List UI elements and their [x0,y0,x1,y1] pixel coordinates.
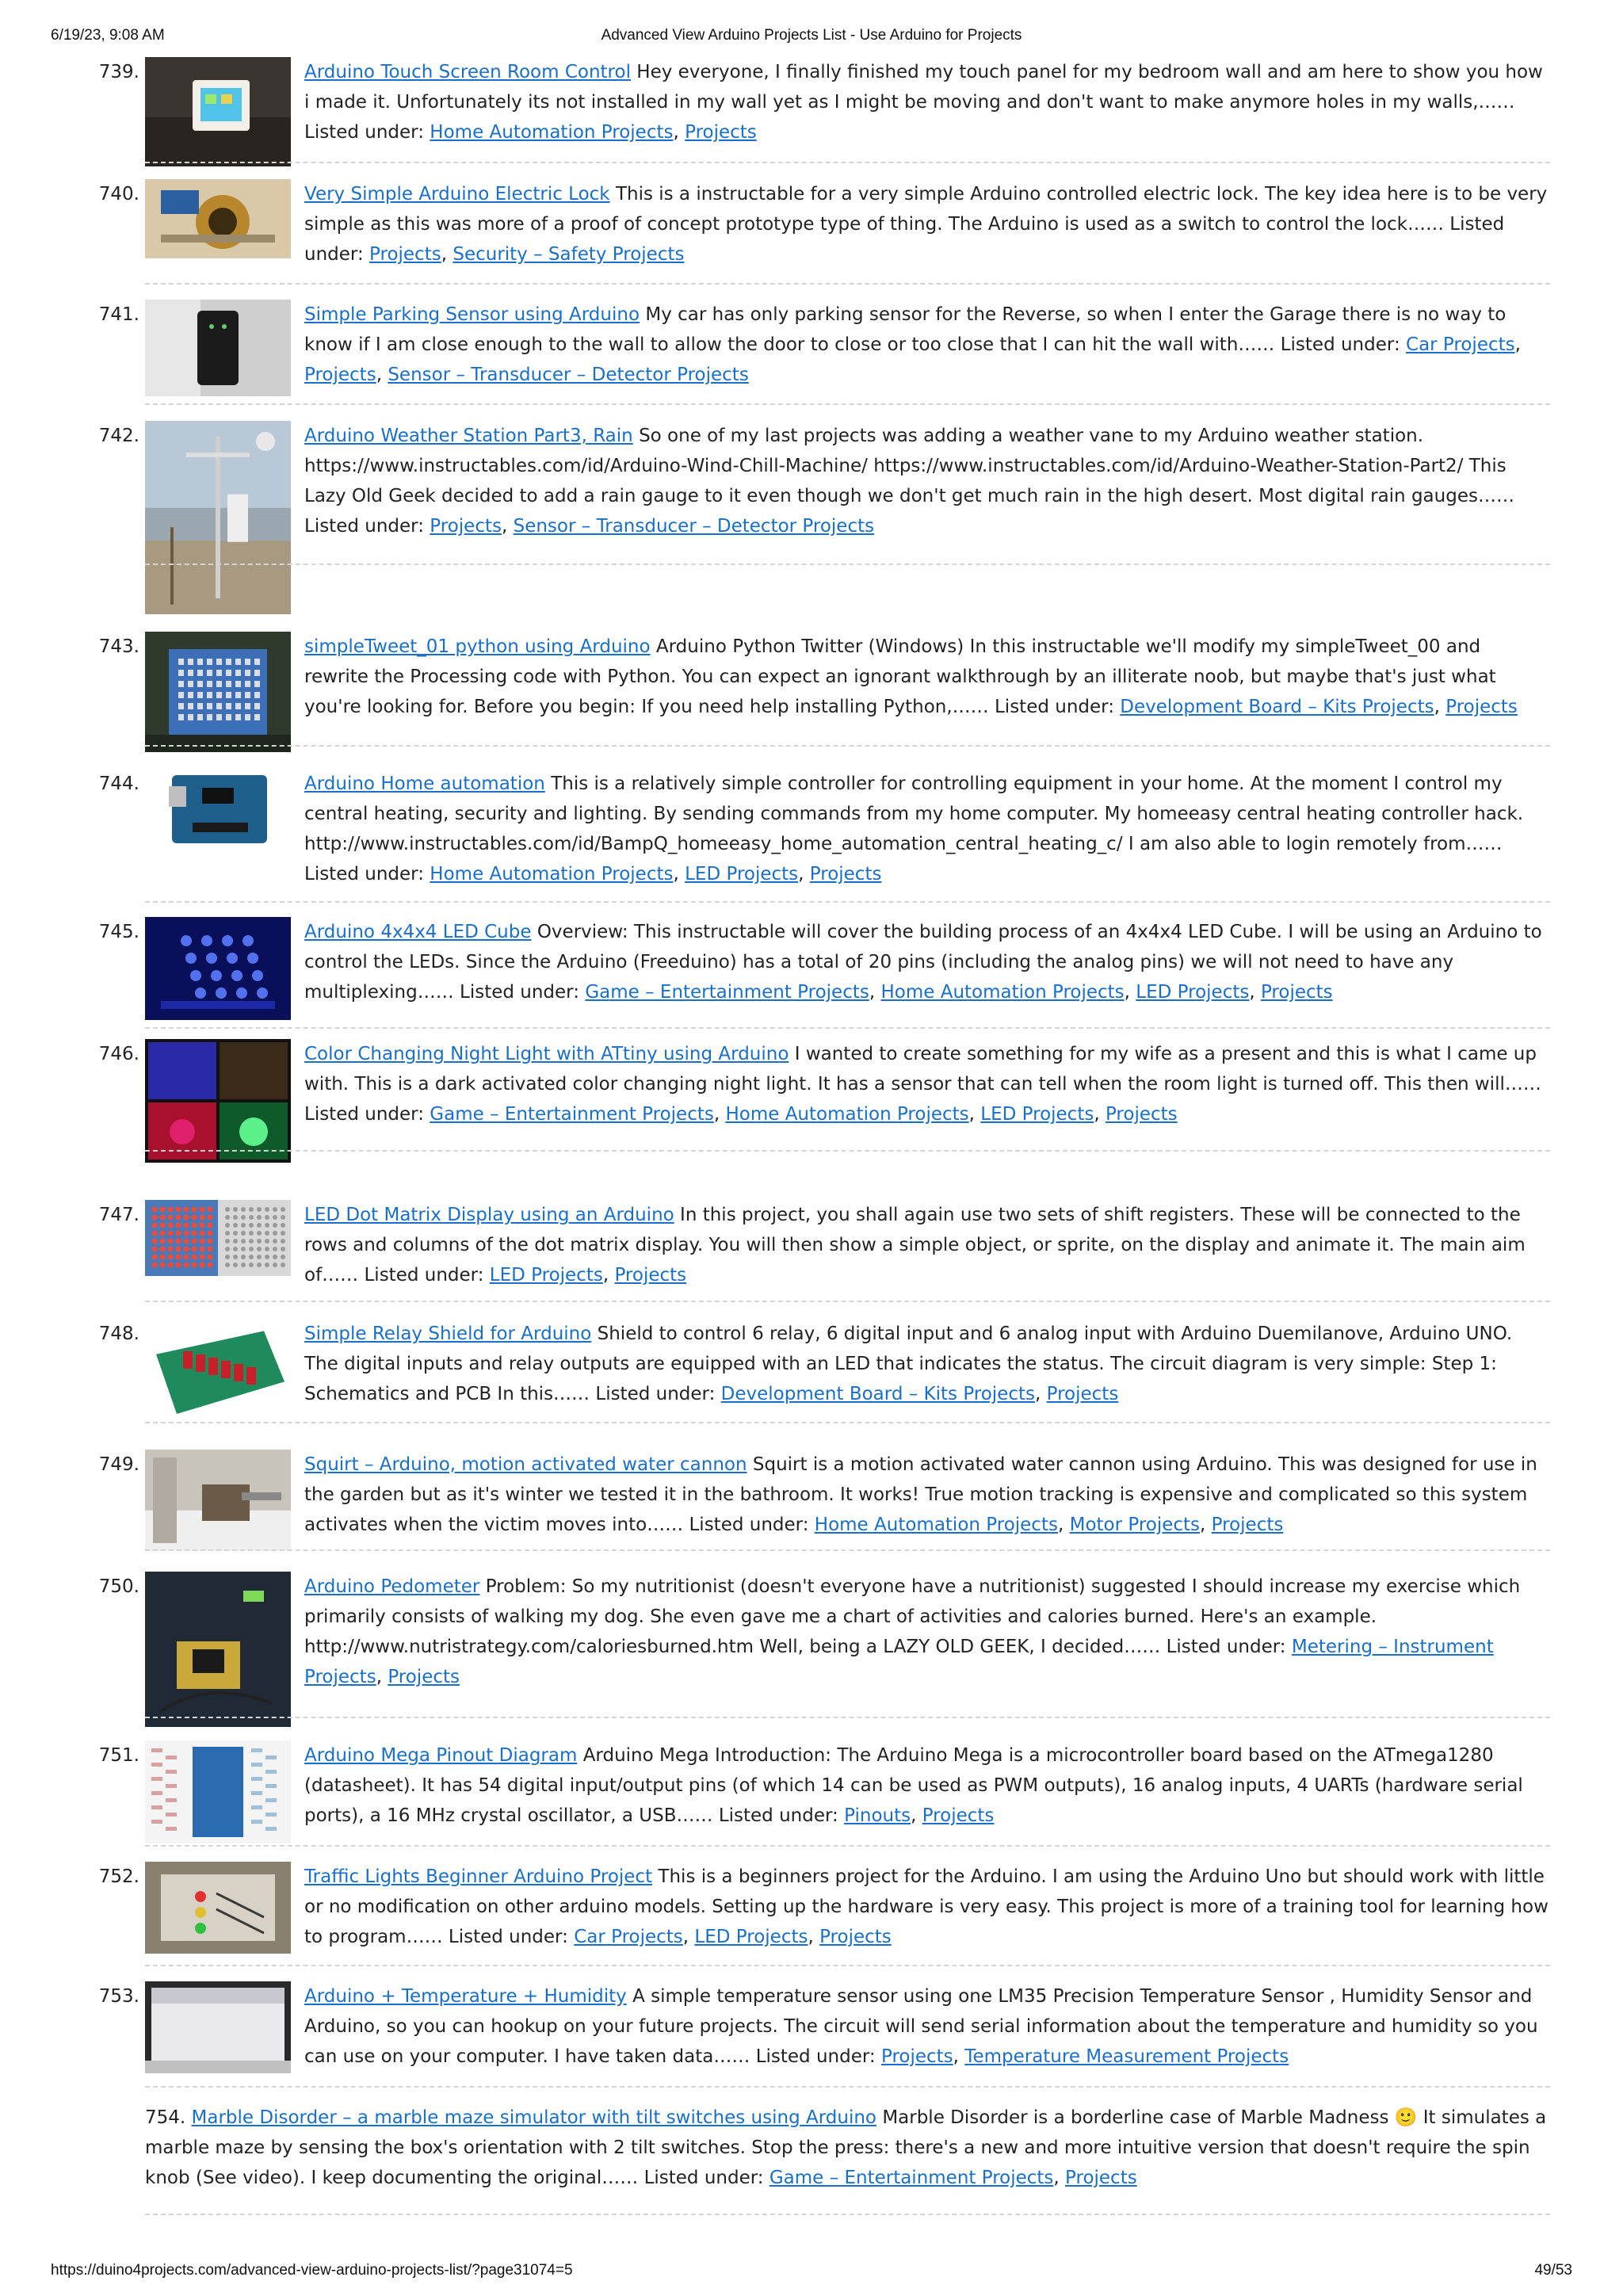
item-description: Arduino Mega Introduction: The Arduino Mega is a microcontroller board based on the ATmega1280 (datasheet). It has 54 digital input/output pins (of which 14 can be used as PWM outputs), 16 analog inputs, 4 UARTs (hardware serial ports), a 16 MHz crystal oscillator, a USB…… [304,1745,1523,1826]
category-link[interactable]: Projects [1260,982,1333,1003]
category-link[interactable]: Sensor – Transducer – Detector Projects [513,516,875,537]
category-link[interactable]: Game – Entertainment Projects [585,982,869,1003]
listed-under-label: Listed under: [448,1927,568,1947]
category-link[interactable]: Projects [304,365,376,385]
item-text: Color Changing Night Light with ATtiny using Arduino I wanted to create something for my wife as a present and this is what I came up with. This is a dark activated color changing night light. It has a sensor that can tell when the room light is turned off. This then will…… Listed under: Game – Entertainment Projects, Home Automation Projects, LED Projects, Projects [304,1044,1541,1125]
category-link[interactable]: LED Projects [694,1927,808,1947]
item-thumbnail[interactable] [145,1862,291,1954]
item-number: 749. [98,1454,139,1475]
item-text: Squirt – Arduino, motion activated water cannon Squirt is a motion activated water cannon using Arduino. This was designed for use in the garden but as it's winter we tested it in the bathroom. It works! True motion tracking is expensive and complicated so this system activates when the victim moves into…… Listed under: Home Automation Projects, Motor Projects, Projects [304,1454,1537,1535]
category-link[interactable]: Projects [388,1667,460,1687]
item-title-link[interactable]: LED Dot Matrix Display using an Arduino [304,1205,674,1225]
item-thumbnail[interactable] [145,1740,291,1843]
item-description: Arduino Python Twitter (Windows) In this instructable we'll modify my simpleTweet_00 and rewrite the Processing code with Python. You can expect an ignorant walkthrough by an illiterate noob, but maybe that's just what you're looking for. Before you begin: If you need help installing Python,…… [304,636,1496,717]
print-datetime: 6/19/23, 9:08 AM [51,27,165,44]
item-text: LED Dot Matrix Display using an Arduino In this project, you shall again use two sets of shift registers. These will be connected to the rows and columns of the dot matrix display. You will then show a simple object, or sprite, on the display and animate it. The main aim of…… Listed under: LED Projects, Projects [304,1205,1526,1286]
listed-under-label: Listed under: [994,697,1114,717]
item-divider [145,2214,1550,2215]
category-link[interactable]: Projects [809,864,882,884]
category-link[interactable]: Home Automation Projects [725,1104,969,1125]
category-link[interactable]: Motor Projects [1069,1515,1201,1535]
item-description: This is a instructable for a very simple Arduino controlled electric lock. The key idea here is to be very simple as this was more of a proof of concept prototype type of thing. The Arduino is used as a switch to control the lock…… [304,184,1548,235]
item-number: 750. [98,1576,139,1597]
item-thumbnail[interactable] [145,917,291,1020]
category-link[interactable]: Projects [819,1927,892,1947]
page-title: Advanced View Arduino Projects List - Use Arduino for Projects [601,27,1022,44]
category-link[interactable]: Home Automation Projects [880,982,1125,1003]
item-thumbnail[interactable] [145,1572,291,1727]
listed-under-label: Listed under: [304,516,424,537]
item-description: Shield to control 6 relay, 6 digital input and 6 analog input with Arduino Duemilanove, Arduino UNO. The digital inputs and relay outputs are equipped with an LED that indicates the status. The circuit diagram is very simple: Step 1: Schematics and PCB In this…… [304,1324,1513,1404]
item-number: 754. [145,2107,186,2128]
item-thumbnail[interactable] [145,57,291,166]
item-title-link[interactable]: Color Changing Night Light with ATtiny using Arduino [304,1044,789,1064]
item-number: 751. [98,1745,139,1766]
print-footer [51,2262,1572,2283]
listed-under-label: Listed under: [718,1805,838,1826]
page-url: https://duino4projects.com/advanced-view-arduino-projects-list/?page31074=5 [51,2262,573,2279]
item-thumbnail[interactable] [145,1450,291,1551]
item-divider [145,901,1550,903]
item-number: 747. [98,1205,139,1225]
item-title-link[interactable]: Arduino Touch Screen Room Control [304,62,631,82]
item-number: 744. [98,774,139,794]
listed-under-label: Listed under: [689,1515,809,1535]
category-link[interactable]: LED Projects [1136,982,1250,1003]
category-link[interactable]: Game – Entertainment Projects [430,1104,714,1125]
category-link[interactable]: Projects [685,122,757,143]
category-link[interactable]: Development Board – Kits Projects [1120,697,1434,717]
item-text: Arduino Weather Station Part3, Rain So one of my last projects was adding a weather vane to my Arduino weather station. https://www.instructables.com/id/Arduino-Wind-Chill-Machine/ https://www.instructables.com/id/Arduino-Weather-Station-Part2/ This Lazy Old Geek decided to add a rain gauge to it even though we don't get much rain in the high desert. Most digital rain gauges…… Listed under: Projects, Sensor – Transducer – Detector Projects [304,426,1514,537]
category-link[interactable]: Car Projects [574,1927,683,1947]
item-text: Arduino Home automation This is a relatively simple controller for controlling equipment in your home. At the moment I control my central heating, security and lighting. By sending commands from my home computer. My homeeasy central heating controller hack. http://www.instructables.com/id/BampQ_homeeasy_home_automation_central_heating_c/ I am also able to login remotely from…… Listed under: Home Automation Projects, LED Projects, Projects [304,774,1524,884]
item-divider [145,1027,1550,1029]
item-description: This is a relatively simple controller for controlling equipment in your home. At the moment I control my central heating, security and lighting. By sending commands from my home computer. My homeeasy central heating controller hack. http://www.instructables.com/id/BampQ_homeeasy_home_automation_central_heating_c/ I am also able to login remotely from…… [304,774,1524,854]
listed-under-label: Listed under: [460,982,579,1003]
item-title-link[interactable]: Simple Parking Sensor using Arduino [304,304,640,325]
item-description: I wanted to create something for my wife as a present and this is what I came up with. This is a dark activated color changing night light. It has a sensor that can tell when the room light is turned off. This then will…… [304,1044,1541,1095]
item-divider [145,283,1550,285]
item-number: 753. [98,1986,139,2007]
item-number: 743. [98,636,139,657]
listed-under-label: Listed under: [364,1265,484,1286]
item-text: Arduino Pedometer Problem: So my nutritionist (doesn't everyone have a nutritionist) suggested I should increase my exercise which primarily consists of walking my dog. She even gave me a chart of activities and calories burned. Here's an example. http://www.nutristrategy.com/caloriesburned.htm Well, being a LAZY OLD GEEK, I decided…… Listed under: Metering – Instrument Projects, Projects [304,1576,1521,1687]
category-link[interactable]: Metering – Instrument Projects [304,1637,1494,1687]
category-link[interactable]: Projects [369,244,441,265]
item-number: 741. [98,304,139,325]
item-number: 742. [98,426,139,446]
item-title-link[interactable]: Squirt – Arduino, motion activated water cannon [304,1454,747,1475]
category-link[interactable]: Projects [1105,1104,1178,1125]
item-description: Marble Disorder is a borderline case of Marble Madness 🙂 It simulates a marble maze by sensing the box's orientation with 2 tilt switches. Stop the press: there's a new and more intuitive version that doesn't require the spin knob (See video). I keep documenting the original…… [145,2107,1547,2188]
item-title-link[interactable]: Arduino 4x4x4 LED Cube [304,922,532,942]
item-text: Arduino Touch Screen Room Control Hey everyone, I finally finished my touch panel for my bedroom wall and am here to show you how i made it. Unfortunately its not installed in my wall yet as I might be moving and don't want to make anymore holes in my walls,…… Listed under: Home Automation Projects, Projects [304,62,1543,143]
item-text: 754. Marble Disorder – a marble maze simulator with tilt switches using Arduino Marble Disorder is a borderline case of Marble Madness 🙂 It simulates a marble maze by sensing the box's orientation with 2 tilt switches. Stop the press: there's a new and more intuitive version that doesn't require the spin knob (See video). I keep documenting the original…… Listed under: Game – Entertainment Projects, Projects [145,2107,1547,2188]
category-link[interactable]: Projects [614,1265,687,1286]
category-link[interactable]: Temperature Measurement Projects [964,2046,1289,2067]
item-divider [145,2086,1550,2088]
item-description: So one of my last projects was adding a weather vane to my Arduino weather station. https://www.instructables.com/id/Arduino-Wind-Chill-Machine/ https://www.instructables.com/id/Arduino-Weather-Station-Part2/ This Lazy Old Geek decided to add a rain gauge to it even though we don't get much rain in the high desert. Most digital rain gauges…… [304,426,1514,506]
item-divider [145,563,1550,565]
item-number: 746. [98,1044,139,1064]
category-link[interactable]: Home Automation Projects [430,864,674,884]
item-number: 752. [98,1866,139,1887]
item-title-link[interactable]: Very Simple Arduino Electric Lock [304,184,610,204]
item-title-link[interactable]: Arduino Pedometer [304,1576,480,1597]
item-divider [145,745,1550,747]
listed-under-label: Listed under: [1166,1637,1286,1657]
item-text: Arduino 4x4x4 LED Cube Overview: This instructable will cover the building process of an 4x4x4 LED Cube. I will be using an Arduino to control the LEDs. Since the Arduino (Freeduino) has a total of 20 pins (including the analog pins) we will not need to have any multiplexing…… Listed under: Game – Entertainment Projects, Home Automation Projects, LED Projects, Projects [304,922,1542,1003]
category-link[interactable]: LED Projects [489,1265,603,1286]
category-link[interactable]: Game – Entertainment Projects [769,2168,1054,2188]
item-divider [145,1717,1550,1718]
item-thumbnail[interactable] [145,179,291,258]
category-link[interactable]: Home Automation Projects [814,1515,1058,1535]
item-divider [145,1150,1550,1152]
page-number: 49/53 [1534,2262,1572,2279]
item-divider [145,1422,1550,1423]
item-description: This is a beginners project for the Arduino. I am using the Arduino Uno but should work with little or no modification on other arduino models. Setting up the hardware is very easy. This project is more of a training tool for learning how to program…… [304,1866,1549,1947]
item-description: Hey everyone, I finally finished my touch panel for my bedroom wall and am here to show you how i made it. Unfortunately its not installed in my wall yet as I might be moving and don't want to make anymore holes in my walls,…… [304,62,1543,113]
item-thumbnail[interactable] [145,632,291,752]
item-thumbnail[interactable] [145,1981,291,2073]
item-description: Overview: This instructable will cover the building process of an 4x4x4 LED Cube. I will be using an Arduino to control the LEDs. Since the Arduino (Freeduino) has a total of 20 pins (including the analog pins) we will not need to have any multiplexing…… [304,922,1542,1003]
item-title-link[interactable]: Arduino Weather Station Part3, Rain [304,426,633,446]
listed-under-label: Listed under: [1280,334,1400,355]
item-number: 740. [98,184,139,204]
item-title-link[interactable]: simpleTweet_01 python using Arduino [304,636,651,657]
item-number: 748. [98,1324,139,1344]
category-link[interactable]: Projects [880,2046,953,2067]
category-link[interactable]: Development Board – Kits Projects [720,1384,1035,1404]
item-text: Traffic Lights Beginner Arduino Project This is a beginners project for the Arduino. I am using the Arduino Uno but should work with little or no modification on other arduino models. Setting up the hardware is very easy. This project is more of a training tool for learning how to program…… Listed under: Car Projects, LED Projects, Projects [304,1866,1549,1947]
item-thumbnail[interactable] [145,421,291,614]
item-description: Squirt is a motion activated water cannon using Arduino. This was designed for use in the garden but as it's winter we tested it in the bathroom. It works! True motion tracking is expensive and complicated so this system activates when the victim moves into…… [304,1454,1537,1535]
item-title-link[interactable]: Simple Relay Shield for Arduino [304,1324,592,1344]
category-link[interactable]: Projects [922,1805,995,1826]
category-link[interactable]: Projects [1065,2168,1137,2188]
item-divider [145,1549,1550,1551]
item-divider [145,1301,1550,1302]
item-title-link[interactable]: Arduino Mega Pinout Diagram [304,1745,578,1766]
item-thumbnail[interactable] [145,1319,291,1420]
category-link[interactable]: Projects [1445,697,1518,717]
item-number: 745. [98,922,139,942]
item-title-link[interactable]: Arduino + Temperature + Humidity [304,1986,627,2007]
item-title-link[interactable]: Marble Disorder – a marble maze simulator with tilt switches using Arduino [191,2107,876,2128]
item-divider [145,403,1550,405]
item-divider [145,1845,1550,1847]
item-title-link[interactable]: Traffic Lights Beginner Arduino Project [304,1866,653,1887]
item-description: In this project, you shall again use two sets of shift registers. These will be connected to the rows and columns of the dot matrix display. You will then show a simple object, or sprite, on the display and animate it. The main aim of…… [304,1205,1526,1286]
category-link[interactable]: Car Projects [1406,334,1515,355]
item-description: My car has only parking sensor for the Reverse, so when I enter the Garage there is no way to know if I am close enough to the wall to allow the door to close or too close that I can hit the wall with…… [304,304,1507,355]
item-description: Problem: So my nutritionist (doesn't everyone have a nutritionist) suggested I should increase my exercise which primarily consists of walking my dog. She even gave me a chart of activities and calories burned. Here's an example. http://www.nutristrategy.com/caloriesburned.htm Well, being a LAZY OLD GEEK, I decided…… [304,1576,1521,1657]
item-text: simpleTweet_01 python using Arduino Arduino Python Twitter (Windows) In this instructable we'll modify my simpleTweet_00 and rewrite the Processing code with Python. You can expect an ignorant walkthrough by an illiterate noob, but maybe that's just what you're looking for. Before you begin: If you need help installing Python,…… Listed under: Development Board – Kits Projects, Projects [304,636,1518,717]
listed-under-label: Listed under: [304,864,424,884]
category-link[interactable]: LED Projects [980,1104,1094,1125]
category-link[interactable]: Home Automation Projects [430,122,674,143]
item-thumbnail[interactable] [145,1039,291,1163]
listed-under-label: Listed under: [595,1384,716,1404]
item-number: 739. [98,62,139,82]
item-thumbnail[interactable] [145,300,291,396]
item-text: Simple Relay Shield for Arduino Shield to control 6 relay, 6 digital input and 6 analog input with Arduino Duemilanove, Arduino UNO. The digital inputs and relay outputs are equipped with an LED that indicates the status. The circuit diagram is very simple: Step 1: Schematics and PCB In this…… Listed under: Development Board – Kits Projects, Projects [304,1324,1513,1404]
item-divider [145,162,1550,163]
item-title-link[interactable]: Arduino Home automation [304,774,545,794]
item-text: Arduino + Temperature + Humidity A simple temperature sensor using one LM35 Precision Temperature Sensor , Humidity Sensor and Arduino, so you can hookup on your future projects. The circuit will send serial information about the temperature and humidity so you can use on your computer. I have taken data…… Listed under: Projects, Temperature Measurement Projects [304,1986,1538,2067]
item-text: Very Simple Arduino Electric Lock This is a instructable for a very simple Arduino controlled electric lock. The key idea here is to be very simple as this was more of a proof of concept prototype type of thing. The Arduino is used as a switch to control the lock…… Listed under: Projects, Security – Safety Projects [304,184,1548,265]
category-link[interactable]: Sensor – Transducer – Detector Projects [388,365,749,385]
item-divider [145,1965,1550,1966]
listed-under-label: Listed under: [304,122,424,143]
listed-under-label: Listed under: [304,214,1505,265]
item-thumbnail[interactable] [145,769,291,850]
item-text: Arduino Mega Pinout Diagram Arduino Mega Introduction: The Arduino Mega is a microcontroller board based on the ATmega1280 (datasheet). It has 54 digital input/output pins (of which 14 can be used as PWM outputs), 16 analog inputs, 4 UARTs (hardware serial ports), a 16 MHz crystal oscillator, a USB…… Listed under: Pinouts, Projects [304,1745,1523,1826]
item-thumbnail[interactable] [145,1200,291,1276]
category-link[interactable]: Pinouts [844,1805,911,1826]
item-description: A simple temperature sensor using one LM35 Precision Temperature Sensor , Humidity Sensor and Arduino, so you can hookup on your future projects. The circuit will send serial information about the temperature and humidity so you can use on your computer. I have taken data…… [304,1986,1538,2067]
listed-under-label: Listed under: [755,2046,876,2067]
category-link[interactable]: LED Projects [685,864,799,884]
category-link[interactable]: Security – Safety Projects [453,244,685,265]
listed-under-label: Listed under: [643,2168,764,2188]
item-text: Simple Parking Sensor using Arduino My car has only parking sensor for the Reverse, so when I enter the Garage there is no way to know if I am close enough to the wall to allow the door to close or too close that I can hit the wall with…… Listed under: Car Projects, Projects, Sensor – Transducer – Detector Projects [304,304,1521,385]
category-link[interactable]: Projects [1211,1515,1284,1535]
category-link[interactable]: Projects [430,516,502,537]
listed-under-label: Listed under: [304,1104,424,1125]
category-link[interactable]: Projects [1046,1384,1119,1404]
